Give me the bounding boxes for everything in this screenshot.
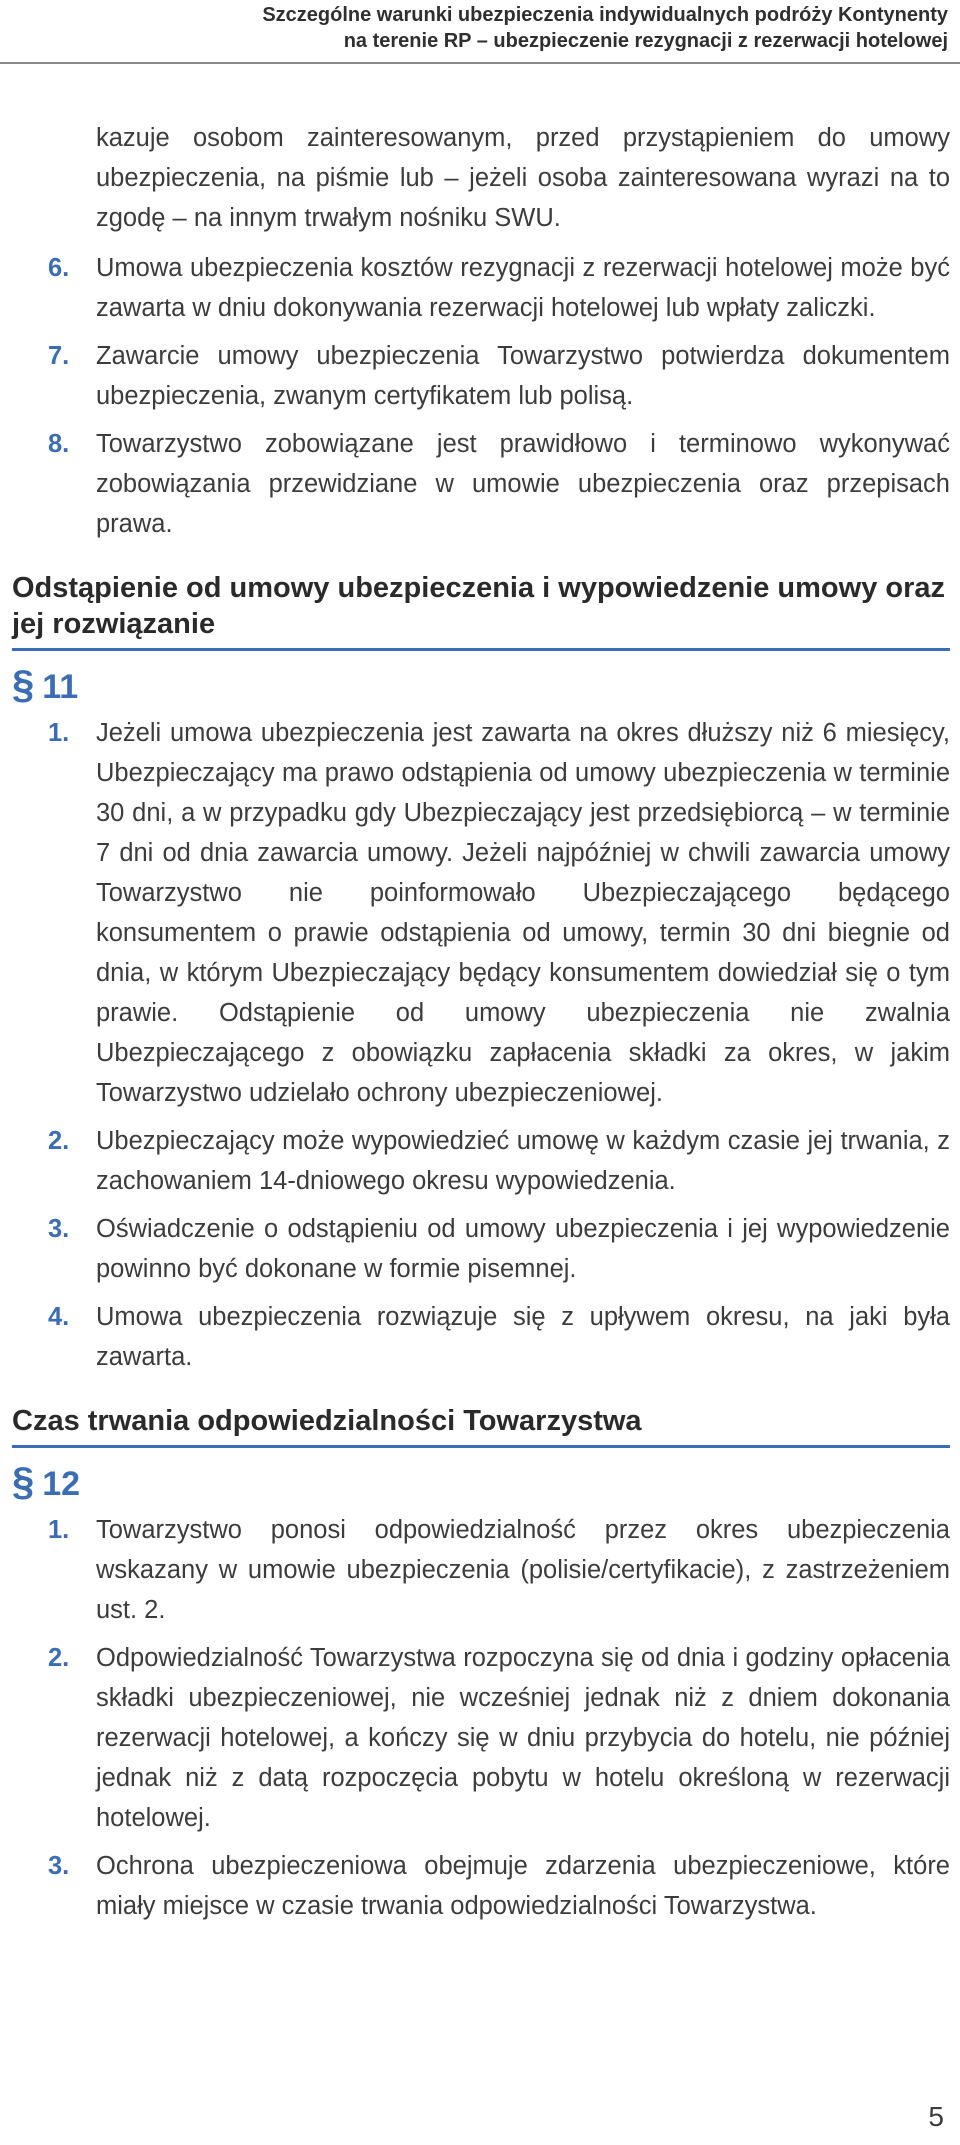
paragraph-continuation [12, 118, 950, 238]
item-number: 8. [48, 430, 70, 458]
item-text: Ochrona ubezpieczeniowa obejmuje zdarzenia ubezpieczeniowe, które miały miejsce w czasie trwania odpowiedzialności Towarzystwa. [96, 1852, 950, 1920]
item-text: Zawarcie umowy ubezpieczenia Towarzystwo potwierdza dokumentem ubezpieczenia, zwanym certyfikatem lub polisą. [96, 342, 950, 410]
item-text: Ubezpieczający może wypowiedzieć umowę w każdym czasie jej trwania, z zachowaniem 14-dniowego okresu wypowiedzenia. [96, 1127, 950, 1195]
list-item [12, 1121, 950, 1201]
list-item [12, 1510, 950, 1630]
item-text: Oświadczenie o odstąpieniu od umowy ubezpieczenia i jej wypowiedzenie powinno być dokonane w formie pisemnej. [96, 1215, 950, 1283]
list-item [12, 248, 950, 328]
item-number: 2. [48, 1644, 70, 1672]
page-header [48, 2, 948, 54]
item-number: 6. [48, 254, 70, 282]
section-number [12, 1462, 950, 1504]
item-text: Towarzystwo ponosi odpowiedzialność przez okres ubezpieczenia wskazany w umowie ubezpieczenia (polisie/certyfikacie), z zastrzeżeniem ust. 2. [96, 1516, 950, 1624]
header-line-1: Szczególne warunki ubezpieczenia indywidualnych podróży Kontynenty [262, 4, 948, 26]
item-text: Odpowiedzialność Towarzystwa rozpoczyna się od dnia i godziny opłacenia składki ubezpieczeniowej, nie wcześniej jednak niż z dniem dokonania rezerwacji hotelowej, a kończy się w dniu przybycia do hotelu, nie później jednak niż z datą rozpoczęcia pobytu w hotelu określoną w rezerwacji hotelowej. [96, 1644, 950, 1832]
item-text: Umowa ubezpieczenia kosztów rezygnacji z rezerwacji hotelowej może być zawarta w dniu dokonywania rezerwacji hotelowej lub wpłaty zaliczki. [96, 254, 950, 322]
list-item [12, 336, 950, 416]
item-number: 4. [48, 1303, 70, 1331]
section-number-value: 12 [42, 1465, 81, 1503]
item-text: Towarzystwo zobowiązane jest prawidłowo i terminowo wykonywać zobowiązania przewidziane w umowie ubezpieczenia oraz przepisach prawa. [96, 430, 950, 538]
item-number: 1. [48, 1516, 70, 1544]
header-line-2: na terenie RP – ubezpieczenie rezygnacji z rezerwacji hotelowej [343, 30, 948, 52]
section-number-value: 11 [42, 668, 79, 706]
section-heading: Odstąpienie od umowy ubezpieczenia i wypowiedzenie umowy oraz jej rozwiązanie [12, 570, 950, 651]
paragraph-symbol: § [12, 1460, 35, 1504]
item-number: 2. [48, 1127, 70, 1155]
paragraph-text: kazuje osobom zainteresowanym, przed przystąpieniem do umowy ubezpieczenia, na piśmie lub – jeżeli osoba zainteresowana wyrazi na to zgodę – na innym trwałym nośniku SWU. [96, 124, 950, 232]
document-body [12, 118, 950, 1934]
item-number: 7. [48, 342, 70, 370]
list-item [12, 1846, 950, 1926]
section-heading: Czas trwania odpowiedzialności Towarzystwa [12, 1403, 950, 1448]
list-item [12, 1638, 950, 1838]
item-number: 1. [48, 719, 70, 747]
paragraph-symbol: § [12, 663, 35, 707]
item-number: 3. [48, 1852, 70, 1880]
item-number: 3. [48, 1215, 70, 1243]
list-item [12, 424, 950, 544]
header-divider [0, 62, 960, 64]
list-item [12, 1209, 950, 1289]
item-text: Umowa ubezpieczenia rozwiązuje się z upływem okresu, na jaki była zawarta. [96, 1303, 950, 1371]
page-number: 5 [928, 2101, 944, 2132]
item-text: Jeżeli umowa ubezpieczenia jest zawarta na okres dłuższy niż 6 miesięcy, Ubezpieczający ma prawo odstąpienia od umowy ubezpieczenia w terminie 30 dni, a w przypadku gdy Ubezpieczający jest przedsiębiorcą – w terminie 7 dni od dnia zawarcia umowy. Jeżeli najpóźniej w chwili zawarcia umowy Towarzystwo nie poinformowało Ubezpieczającego będącego konsumentem o prawie odstąpienia od umowy, termin 30 dni biegnie od dnia, w którym Ubezpieczający będący konsumentem dowiedział się o tym prawie. Odstąpienie od umowy ubezpieczenia nie zwalnia Ubezpieczającego z obowiązku zapłacenia składki za okres, w jakim Towarzystwo udzielało ochrony ubezpieczeniowej. [96, 719, 950, 1107]
list-item [12, 1297, 950, 1377]
list-item [12, 713, 950, 1113]
section-number [12, 665, 950, 707]
